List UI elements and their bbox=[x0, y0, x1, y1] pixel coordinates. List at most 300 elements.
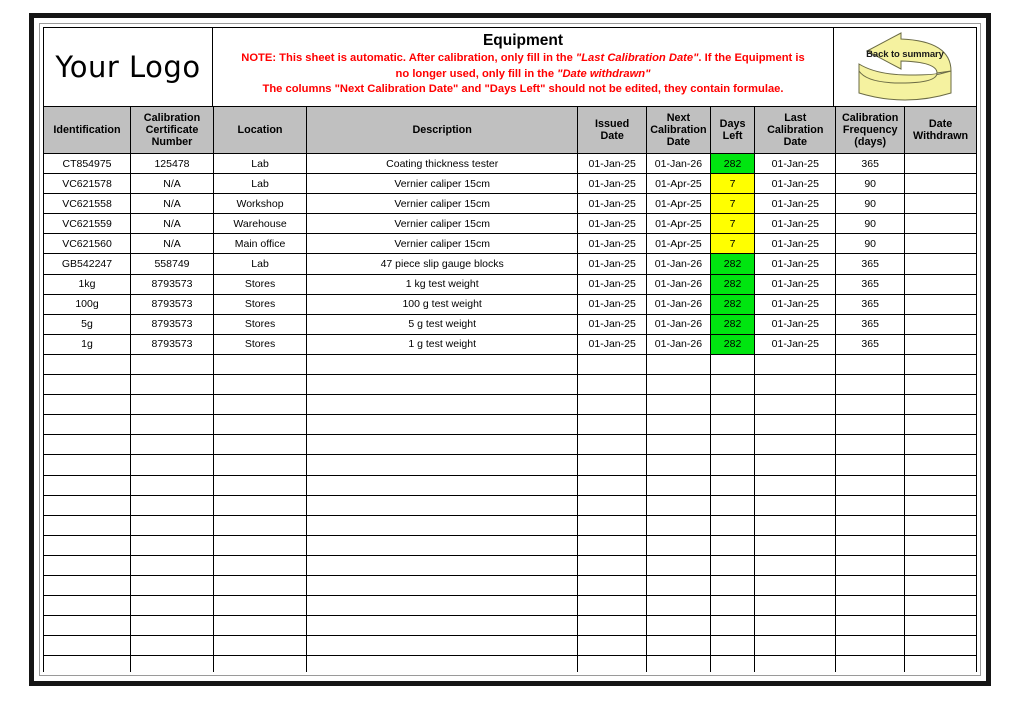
cell-calibration-frequency-empty[interactable] bbox=[836, 515, 905, 535]
cell-issued-date-empty[interactable] bbox=[578, 616, 647, 636]
cell-issued-date[interactable]: 01-Jan-25 bbox=[578, 334, 647, 354]
cell-days-left-empty[interactable] bbox=[710, 435, 755, 455]
cell-last-calibration-date-empty[interactable] bbox=[755, 596, 836, 616]
cell-certificate-empty[interactable] bbox=[131, 636, 214, 656]
cell-description-empty[interactable] bbox=[307, 575, 578, 595]
col-header-calibration-frequency[interactable]: Calibration Frequency (days) bbox=[836, 107, 905, 154]
cell-days-left-empty[interactable] bbox=[710, 616, 755, 636]
cell-description-empty[interactable] bbox=[307, 375, 578, 395]
cell-last-calibration-date[interactable]: 01-Jan-25 bbox=[755, 314, 836, 334]
cell-last-calibration-date[interactable]: 01-Jan-25 bbox=[755, 334, 836, 354]
cell-last-calibration-date[interactable]: 01-Jan-25 bbox=[755, 274, 836, 294]
cell-next-calibration-date-empty[interactable] bbox=[647, 575, 711, 595]
cell-description[interactable]: Vernier caliper 15cm bbox=[307, 174, 578, 194]
table-row bbox=[44, 234, 977, 254]
cell-certificate-empty[interactable] bbox=[131, 555, 214, 575]
cell-calibration-frequency-empty[interactable] bbox=[836, 415, 905, 435]
cell-certificate-empty[interactable] bbox=[131, 354, 214, 374]
cell-description[interactable]: 47 piece slip gauge blocks bbox=[307, 254, 578, 274]
cell-description[interactable]: 100 g test weight bbox=[307, 294, 578, 314]
cell-issued-date-empty[interactable] bbox=[578, 555, 647, 575]
cell-certificate-empty[interactable] bbox=[131, 575, 214, 595]
cell-certificate[interactable]: N/A bbox=[131, 214, 214, 234]
table-row bbox=[44, 194, 977, 214]
cell-last-calibration-date[interactable]: 01-Jan-25 bbox=[755, 194, 836, 214]
cell-last-calibration-date-empty[interactable] bbox=[755, 555, 836, 575]
worksheet-frame bbox=[29, 13, 991, 686]
cell-certificate-empty[interactable] bbox=[131, 435, 214, 455]
cell-next-calibration-date-empty[interactable] bbox=[647, 616, 711, 636]
cell-date-withdrawn[interactable] bbox=[905, 214, 977, 234]
cell-next-calibration-date[interactable]: 01-Apr-25 bbox=[647, 214, 711, 234]
cell-certificate[interactable]: 8793573 bbox=[131, 274, 214, 294]
cell-certificate[interactable]: 8793573 bbox=[131, 334, 214, 354]
col-header-next-calibration-date[interactable]: Next Calibration Date bbox=[647, 107, 711, 154]
cell-location[interactable]: Lab bbox=[213, 174, 306, 194]
cell-calibration-frequency-empty[interactable] bbox=[836, 656, 905, 672]
cell-location-empty[interactable] bbox=[213, 395, 306, 415]
cell-days-left[interactable]: 282 bbox=[710, 154, 755, 174]
sheet-header-band bbox=[43, 27, 977, 106]
cell-calibration-frequency-empty[interactable] bbox=[836, 616, 905, 636]
cell-next-calibration-date[interactable]: 01-Jan-26 bbox=[647, 314, 711, 334]
cell-location-empty[interactable] bbox=[213, 415, 306, 435]
back-to-summary-label: Back to summary bbox=[866, 49, 944, 60]
cell-days-left-empty[interactable] bbox=[710, 354, 755, 374]
cell-date-withdrawn-empty[interactable] bbox=[905, 435, 977, 455]
cell-issued-date-empty[interactable] bbox=[578, 535, 647, 555]
cell-days-left-empty[interactable] bbox=[710, 455, 755, 475]
cell-identification-empty[interactable] bbox=[44, 515, 131, 535]
cell-last-calibration-date-empty[interactable] bbox=[755, 475, 836, 495]
cell-location-empty[interactable] bbox=[213, 656, 306, 672]
cell-next-calibration-date-empty[interactable] bbox=[647, 636, 711, 656]
cell-last-calibration-date[interactable]: 01-Jan-25 bbox=[755, 214, 836, 234]
cell-description-empty[interactable] bbox=[307, 455, 578, 475]
cell-next-calibration-date[interactable]: 01-Jan-26 bbox=[647, 294, 711, 314]
cell-date-withdrawn-empty[interactable] bbox=[905, 495, 977, 515]
cell-last-calibration-date-empty[interactable] bbox=[755, 535, 836, 555]
cell-calibration-frequency[interactable]: 90 bbox=[836, 194, 905, 214]
cell-days-left-empty[interactable] bbox=[710, 596, 755, 616]
cell-last-calibration-date-empty[interactable] bbox=[755, 375, 836, 395]
company-logo-text: Your Logo bbox=[55, 50, 201, 84]
cell-date-withdrawn[interactable] bbox=[905, 294, 977, 314]
cell-last-calibration-date-empty[interactable] bbox=[755, 616, 836, 636]
cell-next-calibration-date-empty[interactable] bbox=[647, 415, 711, 435]
cell-location-empty[interactable] bbox=[213, 575, 306, 595]
cell-identification-empty[interactable] bbox=[44, 475, 131, 495]
cell-identification-empty[interactable] bbox=[44, 455, 131, 475]
cell-identification[interactable]: 1kg bbox=[44, 274, 131, 294]
cell-calibration-frequency-empty[interactable] bbox=[836, 636, 905, 656]
table-row-empty bbox=[44, 395, 977, 415]
cell-certificate-empty[interactable] bbox=[131, 616, 214, 636]
cell-issued-date[interactable]: 01-Jan-25 bbox=[578, 294, 647, 314]
cell-location-empty[interactable] bbox=[213, 515, 306, 535]
cell-last-calibration-date-empty[interactable] bbox=[755, 495, 836, 515]
cell-description-empty[interactable] bbox=[307, 415, 578, 435]
cell-next-calibration-date[interactable]: 01-Apr-25 bbox=[647, 174, 711, 194]
cell-location-empty[interactable] bbox=[213, 616, 306, 636]
cell-date-withdrawn-empty[interactable] bbox=[905, 616, 977, 636]
cell-certificate-empty[interactable] bbox=[131, 495, 214, 515]
cell-certificate[interactable]: 8793573 bbox=[131, 314, 214, 334]
cell-identification[interactable]: 1g bbox=[44, 334, 131, 354]
cell-description[interactable]: Coating thickness tester bbox=[307, 154, 578, 174]
cell-identification-empty[interactable] bbox=[44, 555, 131, 575]
cell-certificate[interactable]: 8793573 bbox=[131, 294, 214, 314]
cell-certificate-empty[interactable] bbox=[131, 455, 214, 475]
cell-identification-empty[interactable] bbox=[44, 636, 131, 656]
cell-issued-date[interactable]: 01-Jan-25 bbox=[578, 254, 647, 274]
table-row bbox=[44, 154, 977, 174]
cell-issued-date-empty[interactable] bbox=[578, 435, 647, 455]
table-row bbox=[44, 274, 977, 294]
cell-days-left-empty[interactable] bbox=[710, 415, 755, 435]
cell-location[interactable]: Warehouse bbox=[213, 214, 306, 234]
cell-certificate-empty[interactable] bbox=[131, 395, 214, 415]
cell-identification-empty[interactable] bbox=[44, 596, 131, 616]
cell-description[interactable]: 5 g test weight bbox=[307, 314, 578, 334]
cell-date-withdrawn[interactable] bbox=[905, 154, 977, 174]
cell-days-left[interactable]: 7 bbox=[710, 214, 755, 234]
cell-days-left[interactable]: 282 bbox=[710, 274, 755, 294]
cell-identification-empty[interactable] bbox=[44, 354, 131, 374]
table-row-empty bbox=[44, 475, 977, 495]
cell-description[interactable]: Vernier caliper 15cm bbox=[307, 214, 578, 234]
cell-certificate[interactable]: N/A bbox=[131, 234, 214, 254]
col-header-certificate[interactable]: Calibration Certificate Number bbox=[131, 107, 214, 154]
cell-next-calibration-date-empty[interactable] bbox=[647, 495, 711, 515]
cell-date-withdrawn[interactable] bbox=[905, 234, 977, 254]
table-row-empty bbox=[44, 435, 977, 455]
cell-calibration-frequency-empty[interactable] bbox=[836, 475, 905, 495]
cell-identification-empty[interactable] bbox=[44, 616, 131, 636]
cell-location-empty[interactable] bbox=[213, 495, 306, 515]
col-header-date-withdrawn[interactable]: Date Withdrawn bbox=[905, 107, 977, 154]
cell-last-calibration-date-empty[interactable] bbox=[755, 575, 836, 595]
cell-location-empty[interactable] bbox=[213, 475, 306, 495]
cell-calibration-frequency[interactable]: 90 bbox=[836, 174, 905, 194]
cell-next-calibration-date-empty[interactable] bbox=[647, 596, 711, 616]
cell-certificate-empty[interactable] bbox=[131, 535, 214, 555]
table-row-empty bbox=[44, 616, 977, 636]
cell-certificate[interactable]: N/A bbox=[131, 174, 214, 194]
col-header-location[interactable]: Location bbox=[213, 107, 306, 154]
cell-date-withdrawn[interactable] bbox=[905, 314, 977, 334]
cell-next-calibration-date[interactable]: 01-Apr-25 bbox=[647, 234, 711, 254]
cell-days-left-empty[interactable] bbox=[710, 575, 755, 595]
note-2-text-a: no longer used, only fill in the bbox=[395, 67, 558, 80]
cell-description-empty[interactable] bbox=[307, 596, 578, 616]
cell-certificate-empty[interactable] bbox=[131, 656, 214, 672]
cell-description-empty[interactable] bbox=[307, 656, 578, 672]
cell-identification[interactable]: 100g bbox=[44, 294, 131, 314]
cell-location-empty[interactable] bbox=[213, 596, 306, 616]
cell-certificate-empty[interactable] bbox=[131, 515, 214, 535]
cell-issued-date-empty[interactable] bbox=[578, 596, 647, 616]
cell-next-calibration-date-empty[interactable] bbox=[647, 395, 711, 415]
cell-description[interactable]: 1 g test weight bbox=[307, 334, 578, 354]
cell-location-empty[interactable] bbox=[213, 555, 306, 575]
cell-issued-date-empty[interactable] bbox=[578, 656, 647, 672]
cell-next-calibration-date-empty[interactable] bbox=[647, 475, 711, 495]
cell-calibration-frequency[interactable]: 90 bbox=[836, 214, 905, 234]
cell-next-calibration-date-empty[interactable] bbox=[647, 354, 711, 374]
cell-date-withdrawn-empty[interactable] bbox=[905, 535, 977, 555]
cell-description-empty[interactable] bbox=[307, 475, 578, 495]
cell-identification[interactable]: CT854975 bbox=[44, 154, 131, 174]
note-line-3: The columns "Next Calibration Date" and "Days Left" should not be edited, they contain formulae. bbox=[262, 83, 784, 95]
back-to-summary-button[interactable] bbox=[833, 28, 976, 106]
cell-next-calibration-date[interactable]: 01-Jan-26 bbox=[647, 334, 711, 354]
cell-calibration-frequency-empty[interactable] bbox=[836, 354, 905, 374]
cell-date-withdrawn[interactable] bbox=[905, 254, 977, 274]
cell-calibration-frequency[interactable]: 365 bbox=[836, 154, 905, 174]
cell-issued-date-empty[interactable] bbox=[578, 455, 647, 475]
cell-description-empty[interactable] bbox=[307, 495, 578, 515]
table-header-row bbox=[44, 107, 977, 154]
cell-issued-date-empty[interactable] bbox=[578, 395, 647, 415]
cell-days-left[interactable]: 282 bbox=[710, 334, 755, 354]
cell-identification-empty[interactable] bbox=[44, 375, 131, 395]
cell-identification-empty[interactable] bbox=[44, 495, 131, 515]
cell-certificate[interactable]: N/A bbox=[131, 194, 214, 214]
cell-description-empty[interactable] bbox=[307, 636, 578, 656]
cell-calibration-frequency-empty[interactable] bbox=[836, 435, 905, 455]
cell-certificate[interactable]: 558749 bbox=[131, 254, 214, 274]
cell-calibration-frequency[interactable]: 365 bbox=[836, 314, 905, 334]
cell-issued-date-empty[interactable] bbox=[578, 636, 647, 656]
cell-last-calibration-date-empty[interactable] bbox=[755, 515, 836, 535]
sheet-title-and-note bbox=[213, 28, 833, 106]
cell-calibration-frequency[interactable]: 365 bbox=[836, 274, 905, 294]
cell-next-calibration-date-empty[interactable] bbox=[647, 535, 711, 555]
cell-certificate-empty[interactable] bbox=[131, 375, 214, 395]
cell-days-left-empty[interactable] bbox=[710, 555, 755, 575]
cell-identification-empty[interactable] bbox=[44, 435, 131, 455]
cell-days-left-empty[interactable] bbox=[710, 375, 755, 395]
cell-location[interactable]: Stores bbox=[213, 314, 306, 334]
cell-last-calibration-date-empty[interactable] bbox=[755, 656, 836, 672]
cell-date-withdrawn-empty[interactable] bbox=[905, 415, 977, 435]
cell-days-left-empty[interactable] bbox=[710, 475, 755, 495]
cell-date-withdrawn-empty[interactable] bbox=[905, 475, 977, 495]
table-row-empty bbox=[44, 575, 977, 595]
cell-last-calibration-date[interactable]: 01-Jan-25 bbox=[755, 254, 836, 274]
table-row bbox=[44, 314, 977, 334]
cell-certificate-empty[interactable] bbox=[131, 475, 214, 495]
cell-description-empty[interactable] bbox=[307, 616, 578, 636]
cell-issued-date[interactable]: 01-Jan-25 bbox=[578, 234, 647, 254]
cell-location-empty[interactable] bbox=[213, 455, 306, 475]
cell-issued-date-empty[interactable] bbox=[578, 415, 647, 435]
cell-last-calibration-date[interactable]: 01-Jan-25 bbox=[755, 174, 836, 194]
cell-issued-date-empty[interactable] bbox=[578, 375, 647, 395]
cell-date-withdrawn[interactable] bbox=[905, 174, 977, 194]
cell-last-calibration-date-empty[interactable] bbox=[755, 395, 836, 415]
cell-days-left-empty[interactable] bbox=[710, 656, 755, 672]
cell-identification[interactable]: VC621559 bbox=[44, 214, 131, 234]
table-row bbox=[44, 334, 977, 354]
cell-location-empty[interactable] bbox=[213, 375, 306, 395]
table-row-empty bbox=[44, 354, 977, 374]
cell-issued-date-empty[interactable] bbox=[578, 354, 647, 374]
cell-issued-date-empty[interactable] bbox=[578, 495, 647, 515]
cell-certificate[interactable]: 125478 bbox=[131, 154, 214, 174]
cell-next-calibration-date-empty[interactable] bbox=[647, 656, 711, 672]
cell-days-left[interactable]: 282 bbox=[710, 254, 755, 274]
cell-last-calibration-date[interactable]: 01-Jan-25 bbox=[755, 234, 836, 254]
cell-location-empty[interactable] bbox=[213, 636, 306, 656]
cell-calibration-frequency-empty[interactable] bbox=[836, 455, 905, 475]
cell-date-withdrawn-empty[interactable] bbox=[905, 354, 977, 374]
table-row-empty bbox=[44, 656, 977, 672]
cell-days-left-empty[interactable] bbox=[710, 395, 755, 415]
col-header-identification[interactable]: Identification bbox=[44, 107, 131, 154]
col-header-last-calibration-date[interactable]: Last Calibration Date bbox=[755, 107, 836, 154]
cell-issued-date[interactable]: 01-Jan-25 bbox=[578, 174, 647, 194]
cell-days-left[interactable]: 7 bbox=[710, 194, 755, 214]
cell-identification[interactable]: VC621558 bbox=[44, 194, 131, 214]
cell-date-withdrawn-empty[interactable] bbox=[905, 656, 977, 672]
cell-location[interactable]: Workshop bbox=[213, 194, 306, 214]
cell-issued-date[interactable]: 01-Jan-25 bbox=[578, 314, 647, 334]
cell-location[interactable]: Stores bbox=[213, 334, 306, 354]
cell-next-calibration-date-empty[interactable] bbox=[647, 555, 711, 575]
cell-days-left[interactable]: 7 bbox=[710, 234, 755, 254]
cell-next-calibration-date[interactable]: 01-Apr-25 bbox=[647, 194, 711, 214]
cell-calibration-frequency-empty[interactable] bbox=[836, 575, 905, 595]
cell-days-left[interactable]: 282 bbox=[710, 294, 755, 314]
cell-description-empty[interactable] bbox=[307, 555, 578, 575]
cell-days-left[interactable]: 7 bbox=[710, 174, 755, 194]
cell-next-calibration-date-empty[interactable] bbox=[647, 515, 711, 535]
table-row bbox=[44, 294, 977, 314]
cell-description-empty[interactable] bbox=[307, 535, 578, 555]
cell-date-withdrawn-empty[interactable] bbox=[905, 636, 977, 656]
cell-issued-date[interactable]: 01-Jan-25 bbox=[578, 194, 647, 214]
cell-calibration-frequency[interactable]: 365 bbox=[836, 254, 905, 274]
cell-description[interactable]: 1 kg test weight bbox=[307, 274, 578, 294]
cell-calibration-frequency-empty[interactable] bbox=[836, 395, 905, 415]
cell-next-calibration-date[interactable]: 01-Jan-26 bbox=[647, 154, 711, 174]
cell-next-calibration-date-empty[interactable] bbox=[647, 435, 711, 455]
cell-date-withdrawn-empty[interactable] bbox=[905, 596, 977, 616]
cell-calibration-frequency[interactable]: 90 bbox=[836, 234, 905, 254]
cell-location[interactable]: Lab bbox=[213, 254, 306, 274]
cell-identification[interactable]: VC621560 bbox=[44, 234, 131, 254]
table-row bbox=[44, 174, 977, 194]
cell-next-calibration-date-empty[interactable] bbox=[647, 375, 711, 395]
cell-identification-empty[interactable] bbox=[44, 575, 131, 595]
cell-calibration-frequency[interactable]: 365 bbox=[836, 334, 905, 354]
cell-issued-date-empty[interactable] bbox=[578, 575, 647, 595]
cell-calibration-frequency-empty[interactable] bbox=[836, 495, 905, 515]
cell-last-calibration-date[interactable]: 01-Jan-25 bbox=[755, 294, 836, 314]
cell-last-calibration-date[interactable]: 01-Jan-25 bbox=[755, 154, 836, 174]
cell-description[interactable]: Vernier caliper 15cm bbox=[307, 194, 578, 214]
cell-date-withdrawn-empty[interactable] bbox=[905, 555, 977, 575]
cell-calibration-frequency-empty[interactable] bbox=[836, 596, 905, 616]
cell-location[interactable]: Lab bbox=[213, 154, 306, 174]
cell-last-calibration-date-empty[interactable] bbox=[755, 636, 836, 656]
cell-identification-empty[interactable] bbox=[44, 395, 131, 415]
cell-description-empty[interactable] bbox=[307, 435, 578, 455]
cell-identification-empty[interactable] bbox=[44, 656, 131, 672]
cell-last-calibration-date-empty[interactable] bbox=[755, 435, 836, 455]
cell-location[interactable]: Stores bbox=[213, 294, 306, 314]
cell-calibration-frequency-empty[interactable] bbox=[836, 375, 905, 395]
cell-next-calibration-date[interactable]: 01-Jan-26 bbox=[647, 254, 711, 274]
cell-location-empty[interactable] bbox=[213, 354, 306, 374]
cell-date-withdrawn[interactable] bbox=[905, 334, 977, 354]
cell-issued-date-empty[interactable] bbox=[578, 475, 647, 495]
cell-last-calibration-date-empty[interactable] bbox=[755, 415, 836, 435]
cell-issued-date[interactable]: 01-Jan-25 bbox=[578, 214, 647, 234]
cell-calibration-frequency-empty[interactable] bbox=[836, 535, 905, 555]
cell-date-withdrawn[interactable] bbox=[905, 194, 977, 214]
table-row-empty bbox=[44, 555, 977, 575]
equipment-table bbox=[43, 106, 977, 672]
cell-days-left-empty[interactable] bbox=[710, 495, 755, 515]
cell-days-left[interactable]: 282 bbox=[710, 314, 755, 334]
cell-calibration-frequency-empty[interactable] bbox=[836, 555, 905, 575]
cell-date-withdrawn-empty[interactable] bbox=[905, 575, 977, 595]
cell-date-withdrawn-empty[interactable] bbox=[905, 515, 977, 535]
cell-days-left-empty[interactable] bbox=[710, 515, 755, 535]
col-header-description[interactable]: Description bbox=[307, 107, 578, 154]
cell-calibration-frequency[interactable]: 365 bbox=[836, 294, 905, 314]
cell-description[interactable]: Vernier caliper 15cm bbox=[307, 234, 578, 254]
cell-description-empty[interactable] bbox=[307, 515, 578, 535]
cell-date-withdrawn-empty[interactable] bbox=[905, 455, 977, 475]
cell-identification[interactable]: VC621578 bbox=[44, 174, 131, 194]
cell-next-calibration-date-empty[interactable] bbox=[647, 455, 711, 475]
cell-description-empty[interactable] bbox=[307, 354, 578, 374]
table-row-empty bbox=[44, 495, 977, 515]
cell-identification[interactable]: 5g bbox=[44, 314, 131, 334]
col-header-days-left[interactable]: Days Left bbox=[710, 107, 755, 154]
cell-issued-date[interactable]: 01-Jan-25 bbox=[578, 154, 647, 174]
cell-last-calibration-date-empty[interactable] bbox=[755, 354, 836, 374]
table-row-empty bbox=[44, 515, 977, 535]
cell-description-empty[interactable] bbox=[307, 395, 578, 415]
cell-last-calibration-date-empty[interactable] bbox=[755, 455, 836, 475]
cell-location-empty[interactable] bbox=[213, 535, 306, 555]
worksheet-body bbox=[43, 27, 977, 672]
cell-identification[interactable]: GB542247 bbox=[44, 254, 131, 274]
cell-identification-empty[interactable] bbox=[44, 535, 131, 555]
cell-certificate-empty[interactable] bbox=[131, 596, 214, 616]
cell-days-left-empty[interactable] bbox=[710, 636, 755, 656]
cell-issued-date-empty[interactable] bbox=[578, 515, 647, 535]
cell-issued-date[interactable]: 01-Jan-25 bbox=[578, 274, 647, 294]
col-header-issued-date[interactable]: Issued Date bbox=[578, 107, 647, 154]
cell-date-withdrawn[interactable] bbox=[905, 274, 977, 294]
cell-identification-empty[interactable] bbox=[44, 415, 131, 435]
cell-date-withdrawn-empty[interactable] bbox=[905, 375, 977, 395]
cell-location[interactable]: Stores bbox=[213, 274, 306, 294]
cell-location-empty[interactable] bbox=[213, 435, 306, 455]
table-body bbox=[44, 154, 977, 673]
cell-location[interactable]: Main office bbox=[213, 234, 306, 254]
cell-certificate-empty[interactable] bbox=[131, 415, 214, 435]
cell-date-withdrawn-empty[interactable] bbox=[905, 395, 977, 415]
cell-days-left-empty[interactable] bbox=[710, 535, 755, 555]
cell-next-calibration-date[interactable]: 01-Jan-26 bbox=[647, 274, 711, 294]
